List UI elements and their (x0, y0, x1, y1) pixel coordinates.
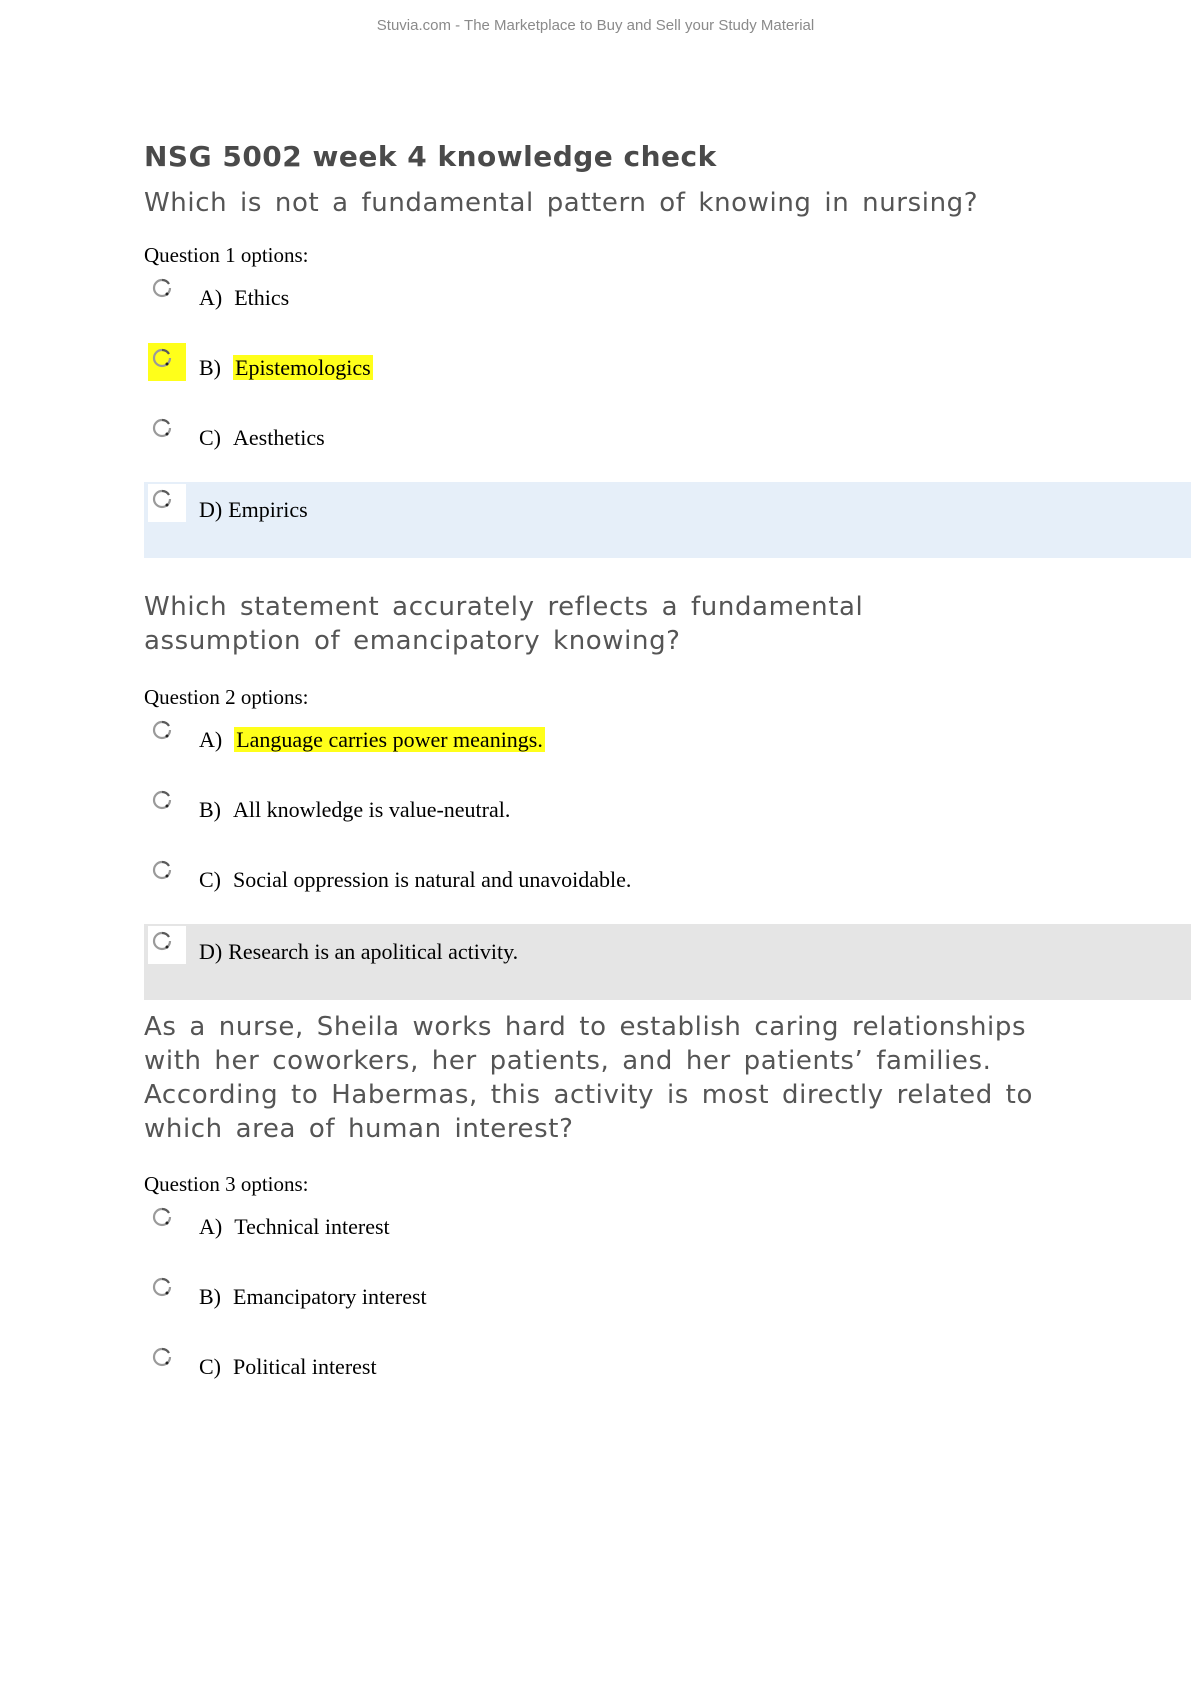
option-letter: C) (199, 1354, 221, 1379)
option-label: Ethics (234, 285, 290, 310)
option-label: Political interest (233, 1354, 377, 1379)
q1-option-b-radio[interactable] (148, 343, 186, 381)
q2-option-c-radio[interactable] (148, 855, 186, 893)
stuvia-watermark: Stuvia.com - The Marketplace to Buy and Sell your Study Material (376, 17, 815, 34)
option-letter: C) (199, 867, 221, 892)
q2-option-c[interactable] (144, 853, 1191, 929)
radio-button-icon (152, 418, 172, 438)
option-letter: A) (199, 727, 223, 752)
q2-option-b[interactable] (144, 783, 1191, 859)
radio-button-icon (152, 860, 172, 880)
option-letter: D) (199, 497, 223, 522)
question-2-text: Which statement accurately reflects a fundamental assumption of emancipatory knowing? (144, 592, 864, 656)
q1-option-c[interactable] (144, 411, 1191, 487)
option-label: Research is an apolitical activity. (228, 939, 519, 964)
q1-option-a-radio[interactable] (148, 273, 186, 311)
option-letter: A) (199, 1214, 223, 1239)
q2-option-d-radio[interactable] (148, 926, 186, 964)
q1-option-a[interactable] (144, 271, 1191, 347)
option-label: Epistemologics (235, 355, 371, 380)
radio-button-icon (152, 790, 172, 810)
q1-option-d-radio[interactable] (148, 484, 186, 522)
radio-button-icon (152, 931, 172, 951)
option-letter: D) (199, 939, 223, 964)
document-title: NSG 5002 week 4 knowledge check (144, 140, 717, 173)
option-label: Empirics (228, 497, 308, 522)
q2-option-d[interactable] (144, 924, 1191, 1000)
q2-option-a-radio[interactable] (148, 715, 186, 753)
q3-option-a[interactable] (144, 1200, 1191, 1276)
radio-button-icon (152, 1347, 172, 1367)
option-label: Social oppression is natural and unavoidable. (233, 867, 632, 892)
radio-button-icon (152, 1277, 172, 1297)
q2-option-b-radio[interactable] (148, 785, 186, 823)
radio-button-icon (152, 489, 172, 509)
option-letter: A) (199, 285, 223, 310)
q3-option-c-radio[interactable] (148, 1342, 186, 1380)
option-letter: B) (199, 355, 221, 380)
question-2-options-label: Question 2 options: (144, 685, 309, 709)
option-label: Emancipatory interest (233, 1284, 427, 1309)
q1-option-c-radio[interactable] (148, 413, 186, 451)
question-3-text: As a nurse, Sheila works hard to establish caring relationships with her coworkers, her patients, and her patients’ families. According to Habermas, this activity is most directly related to which area of human interest? (144, 1012, 1033, 1144)
option-letter: C) (199, 425, 221, 450)
option-label: Language carries power meanings. (236, 727, 543, 752)
option-letter: B) (199, 1284, 221, 1309)
option-label: All knowledge is value-neutral. (233, 797, 511, 822)
q2-option-a[interactable] (144, 713, 1191, 789)
option-letter: B) (199, 797, 221, 822)
q1-option-b[interactable] (144, 341, 1191, 417)
option-label: Aesthetics (233, 425, 325, 450)
radio-button-icon (152, 720, 172, 740)
radio-button-icon (152, 1207, 172, 1227)
q3-option-b-radio[interactable] (148, 1272, 186, 1310)
option-label: Technical interest (234, 1214, 390, 1239)
q3-option-c[interactable] (144, 1340, 1191, 1416)
question-1-text: Which is not a fundamental pattern of knowing in nursing? (144, 188, 979, 218)
question-1-options-label: Question 1 options: (144, 243, 309, 267)
q3-option-a-radio[interactable] (148, 1202, 186, 1240)
radio-button-icon (152, 278, 172, 298)
q3-option-b[interactable] (144, 1270, 1191, 1346)
q1-option-d[interactable] (144, 482, 1191, 558)
radio-button-icon (152, 348, 172, 368)
question-3-options-label: Question 3 options: (144, 1172, 309, 1196)
